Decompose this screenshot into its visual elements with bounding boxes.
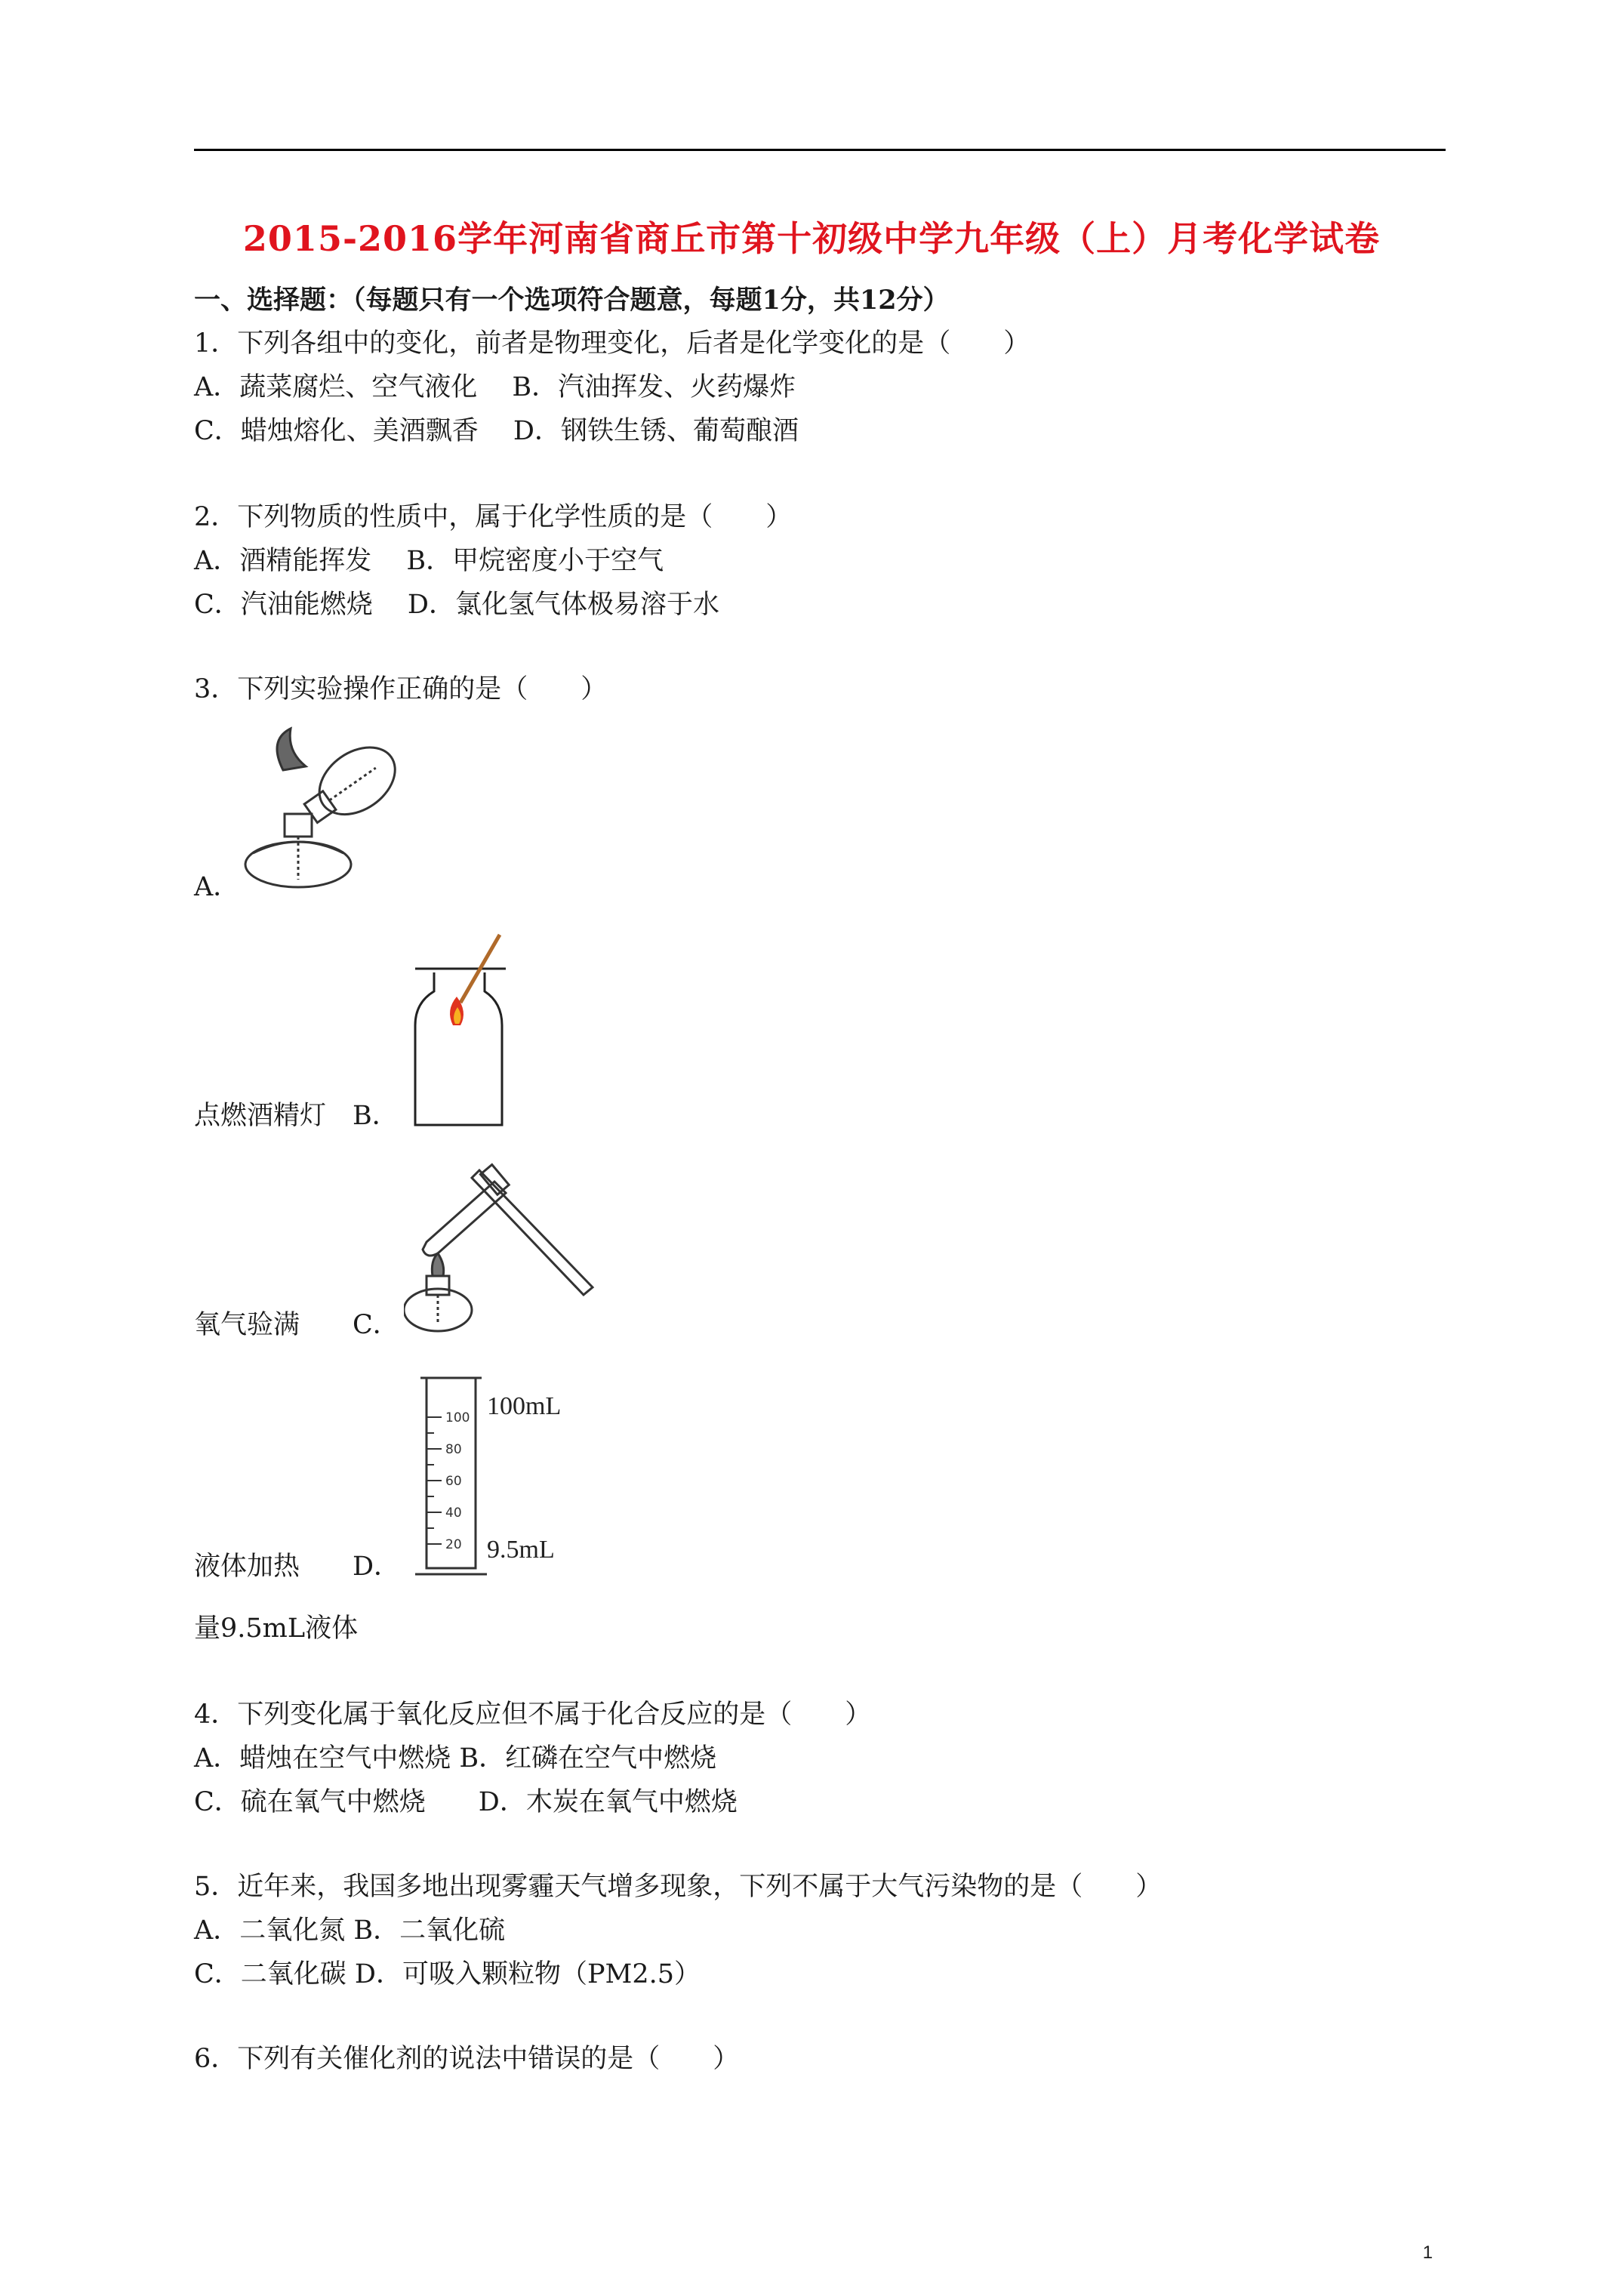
q2-stem: 2．下列物质的性质中，属于化学性质的是（ ）: [194, 502, 793, 532]
q2-options-ab: A．酒精能挥发 B．甲烷密度小于空气: [194, 546, 664, 576]
q4-stem: 4．下列变化属于氧化反应但不属于化合反应的是（ ）: [194, 1700, 872, 1730]
page-number: 1: [1422, 2242, 1433, 2263]
tick-label: 20: [445, 1537, 462, 1552]
tick-label: 100: [445, 1410, 470, 1425]
tick-label: 60: [445, 1474, 462, 1489]
q1-options-ab: A．蔬菜腐烂、空气液化 B．汽油挥发、火药爆炸: [194, 372, 796, 402]
q5-options-ab: A．二氧化氮 B．二氧化硫: [194, 1915, 506, 1946]
tick-label: 40: [445, 1505, 462, 1521]
q1-stem: 1．下列各组中的变化，前者是物理变化，后者是化学变化的是（ ）: [194, 328, 1030, 359]
q5-stem: 5．近年来，我国多地出现雾霾天气增多现象，下列不属于大气污染物的是（ ）: [194, 1872, 1163, 1902]
q3-option-d-label: 液体加热 D．: [194, 1552, 401, 1582]
q3-option-a-label: A．: [194, 872, 240, 902]
tick-label: 80: [445, 1442, 462, 1457]
q3-option-d-text: 量9.5mL液体: [194, 1613, 359, 1644]
section-heading: 一、选择题：（每题只有一个选项符合题意，每题1分，共12分）: [194, 285, 950, 316]
figure-heating-liquid: [404, 1148, 600, 1348]
q3-option-b-label: 点燃酒精灯 B．: [194, 1101, 399, 1131]
page-title: 2015-2016学年河南省商丘市第十初级中学九年级（上）月考化学试卷: [242, 218, 1381, 259]
header-rule: [194, 149, 1446, 151]
q4-options-cd: C．硫在氧气中燃烧 D．木炭在氧气中燃烧: [194, 1787, 738, 1817]
q6-stem: 6．下列有关催化剂的说法中错误的是（ ）: [194, 2044, 740, 2074]
q5-options-cd: C．二氧化碳 D．可吸入颗粒物（PM2.5）: [194, 1959, 701, 1989]
figure-alcohol-lamp-lighting: [230, 725, 404, 898]
q3-option-c-label: 氧气验满 C．: [194, 1310, 399, 1340]
q2-options-cd: C．汽油能燃烧 D．氯化氢气体极易溶于水: [194, 590, 719, 620]
q4-options-ab: A．蜡烛在空气中燃烧 B．红磷在空气中燃烧: [194, 1743, 717, 1774]
figure-graduated-cylinder: [411, 1370, 577, 1582]
q3-stem: 3．下列实验操作正确的是（ ）: [194, 674, 608, 704]
cylinder-capacity-label: 100mL: [487, 1392, 562, 1420]
figure-oxygen-bottle-test: [400, 927, 536, 1131]
q1-options-cd: C．蜡烛熔化、美酒飘香 D．钢铁生锈、葡萄酿酒: [194, 416, 799, 446]
cylinder-volume-label: 9.5mL: [487, 1536, 555, 1564]
